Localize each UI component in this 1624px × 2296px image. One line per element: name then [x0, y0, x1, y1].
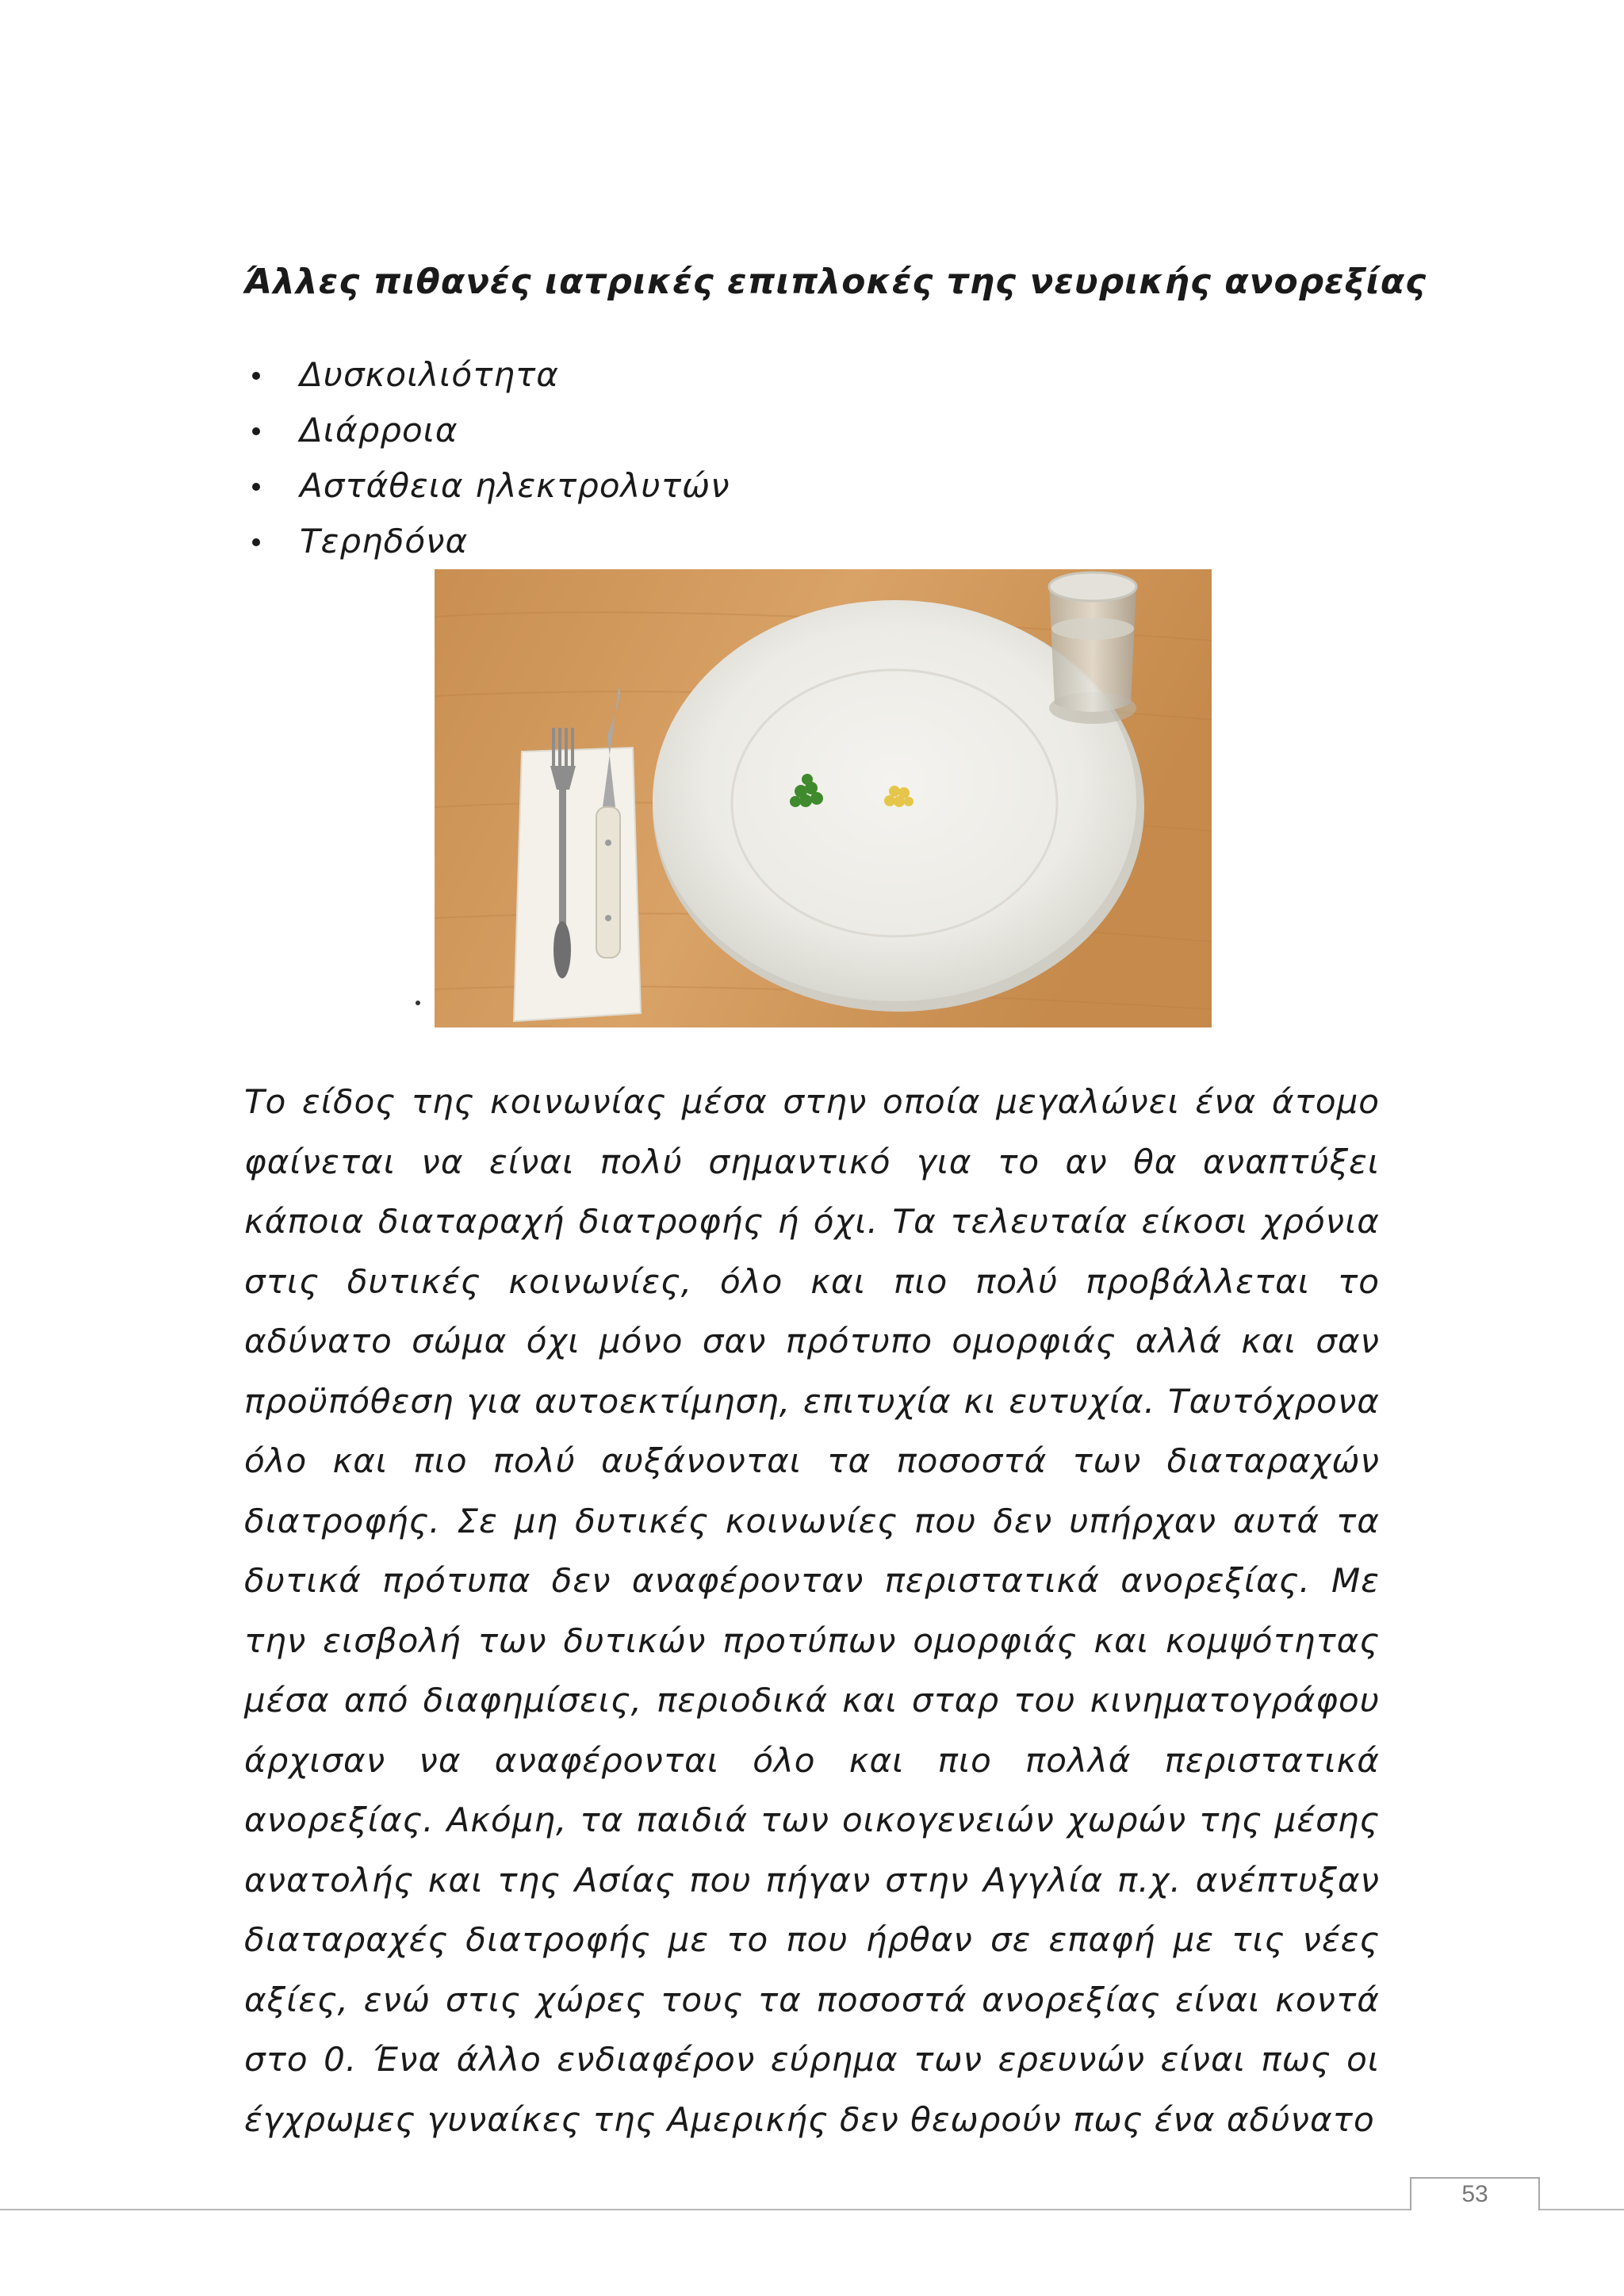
page-number: 53	[1410, 2177, 1540, 2210]
complications-list	[244, 347, 730, 569]
stray-dot	[416, 1001, 420, 1005]
list-item: Δυσκοιλιότητα	[244, 347, 730, 403]
plate-with-tiny-food-icon	[435, 569, 1212, 1027]
body-paragraph: Το είδος της κοινωνίας μέσα στην οποία μεγαλώνει ένα άτομο φαίνεται να είναι πολύ σημαντικό για το αν θα αναπτύξει κάποια διαταραχή διατροφής ή όχι. Τα τελευταία είκοσι χρόνια στις δυτικές κοινωνίες, όλο και πιο πολύ προβάλλεται το αδύνατο σώμα όχι μόνο σαν πρότυπο ομορφιάς αλλά και σαν προϋπόθεση για αυτοεκτίμηση, επιτυχία κι ευτυχία. Ταυτόχρονα όλο και πιο πολύ αυξάνονται τα ποσοστά των διαταραχών διατροφής. Σε μη δυτικές κοινωνίες που δεν υπήρχαν αυτά τα δυτικά πρότυπα δεν αναφέρονταν περιστατικά ανορεξίας. Με την εισβολή των δυτικών προτύπων ομορφιάς και κομψότητας μέσα από διαφημίσεις, περιοδικά και σταρ του κινηματογράφου άρχισαν να αναφέρονται όλο και πιο πολλά περιστατικά ανορεξίας. Ακόμη, τα παιδιά των οικογενειών χωρών της μέσης ανατολής και της Ασίας που πήγαν στην Αγγλία π.χ. ανέπτυξαν διαταραχές διατροφής με το που ήρθαν σε επαφή με τις νέες αξίες, ενώ στις χώρες τους τα ποσοστά ανορεξίας είναι κοντά στο 0. Ένα άλλο ενδιαφέρον εύρημα των ερευνών είναι πως οι έγχρωμες γυναίκες της Αμερικής δεν θεωρούν πως ένα αδύνατο	[244, 1082, 1380, 2139]
plate-photo	[435, 569, 1212, 1027]
footer-rule	[0, 2209, 1624, 2210]
section-heading: Άλλες πιθανές ιατρικές επιπλοκές της νευρικής ανορεξίας	[244, 262, 1427, 302]
list-item: Αστάθεια ηλεκτρολυτών	[244, 458, 730, 514]
list-item: Διάρροια	[244, 403, 730, 458]
list-item: Τερηδόνα	[244, 514, 730, 569]
